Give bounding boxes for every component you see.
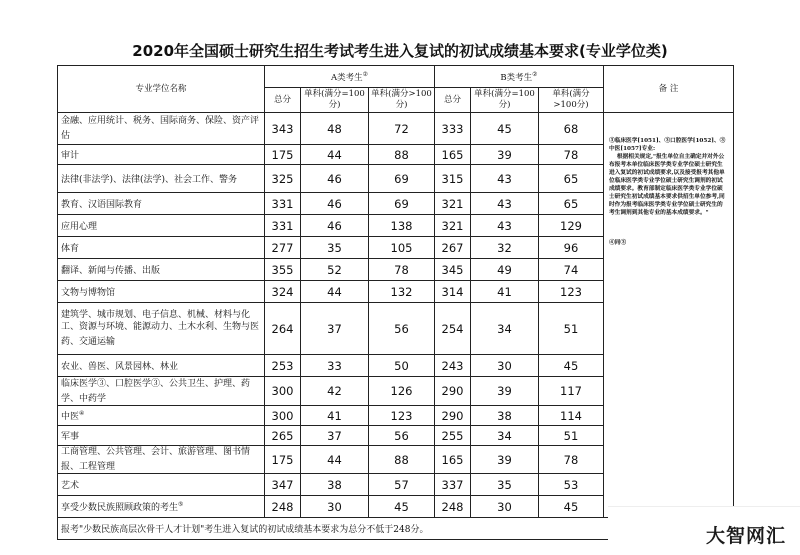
score-a-total: 325 (265, 165, 301, 193)
score-b-over: 78 (539, 446, 604, 474)
header-a-single-100: 单科(满分=100分) (301, 88, 369, 113)
score-b-total: 254 (435, 303, 471, 355)
score-b-over: 78 (539, 145, 604, 165)
score-a-total: 277 (265, 237, 301, 259)
score-b-100: 39 (471, 377, 539, 406)
score-b-100: 34 (471, 426, 539, 446)
header-group-b: B类考生② (435, 66, 604, 88)
score-b-over: 51 (539, 303, 604, 355)
score-a-100: 46 (301, 215, 369, 237)
score-a-over: 138 (369, 215, 435, 237)
score-a-over: 78 (369, 259, 435, 281)
score-b-total: 290 (435, 377, 471, 406)
score-a-total: 175 (265, 145, 301, 165)
score-b-100: 30 (471, 355, 539, 377)
score-b-total: 315 (435, 165, 471, 193)
page-title: 2020年全国硕士研究生招生考试考生进入复试的初试成绩基本要求(专业学位类) (132, 42, 668, 60)
score-a-over: 56 (369, 426, 435, 446)
score-b-over: 129 (539, 215, 604, 237)
score-a-total: 300 (265, 377, 301, 406)
score-a-100: 37 (301, 426, 369, 446)
score-a-100: 30 (301, 496, 369, 518)
footer-note: 报考"少数民族高层次骨干人才计划"考生进入复试的初试成绩基本要求为总分不低于248分。 (58, 518, 734, 540)
score-a-over: 56 (369, 303, 435, 355)
score-b-total: 165 (435, 446, 471, 474)
score-b-over: 45 (539, 496, 604, 518)
score-a-over: 69 (369, 165, 435, 193)
score-a-total: 265 (265, 426, 301, 446)
score-b-total: 321 (435, 193, 471, 215)
score-a-total: 248 (265, 496, 301, 518)
score-b-100: 43 (471, 215, 539, 237)
watermark-box (608, 506, 800, 555)
score-b-over: 51 (539, 426, 604, 446)
score-b-total: 255 (435, 426, 471, 446)
score-a-100: 37 (301, 303, 369, 355)
table-row (58, 113, 734, 145)
header-b-single-100: 单科(满分=100分) (471, 88, 539, 113)
score-a-100: 33 (301, 355, 369, 377)
score-b-100: 43 (471, 193, 539, 215)
score-b-total: 314 (435, 281, 471, 303)
score-a-over: 126 (369, 377, 435, 406)
score-a-over: 123 (369, 406, 435, 426)
major-name: 应用心理 (58, 215, 265, 237)
score-b-100: 30 (471, 496, 539, 518)
score-a-100: 35 (301, 237, 369, 259)
major-name: 翻译、新闻与传播、出版 (58, 259, 265, 281)
score-b-over: 96 (539, 237, 604, 259)
score-b-100: 38 (471, 406, 539, 426)
score-b-over: 68 (539, 113, 604, 145)
score-a-100: 52 (301, 259, 369, 281)
header-major-name: 专业学位名称 (58, 66, 265, 113)
remarks-cell (604, 113, 734, 518)
score-b-100: 43 (471, 165, 539, 193)
score-a-over: 57 (369, 474, 435, 496)
score-b-total: 345 (435, 259, 471, 281)
score-b-100: 49 (471, 259, 539, 281)
score-a-total: 347 (265, 474, 301, 496)
major-name: 工商管理、公共管理、会计、旅游管理、图书情报、工程管理 (58, 446, 265, 474)
score-b-total: 243 (435, 355, 471, 377)
score-b-over: 65 (539, 165, 604, 193)
score-a-over: 105 (369, 237, 435, 259)
major-name: 享受少数民族照顾政策的考生⑤ (58, 496, 265, 518)
score-a-over: 132 (369, 281, 435, 303)
score-b-over: 65 (539, 193, 604, 215)
major-name: 法律(非法学)、法律(法学)、社会工作、警务 (58, 165, 265, 193)
score-a-total: 324 (265, 281, 301, 303)
score-a-total: 343 (265, 113, 301, 145)
score-a-over: 72 (369, 113, 435, 145)
score-b-total: 337 (435, 474, 471, 496)
score-table (57, 65, 734, 540)
score-a-total: 331 (265, 215, 301, 237)
score-b-100: 39 (471, 145, 539, 165)
score-a-100: 41 (301, 406, 369, 426)
score-a-total: 175 (265, 446, 301, 474)
major-name: 文物与博物馆 (58, 281, 265, 303)
score-b-100: 34 (471, 303, 539, 355)
score-b-total: 333 (435, 113, 471, 145)
major-name: 体育 (58, 237, 265, 259)
score-b-100: 45 (471, 113, 539, 145)
score-b-total: 248 (435, 496, 471, 518)
score-b-100: 41 (471, 281, 539, 303)
header-a-total: 总分 (265, 88, 301, 113)
major-name: 临床医学③、口腔医学③、公共卫生、护理、药学、中药学 (58, 377, 265, 406)
score-a-total: 253 (265, 355, 301, 377)
major-name: 建筑学、城市规划、电子信息、机械、材料与化工、资源与环境、能源动力、土木水利、生物与医药、交通运输 (58, 303, 265, 355)
score-a-100: 42 (301, 377, 369, 406)
score-a-over: 50 (369, 355, 435, 377)
header-b-single-over100: 单科(满分>100分) (539, 88, 604, 113)
score-a-over: 45 (369, 496, 435, 518)
score-a-total: 264 (265, 303, 301, 355)
score-a-100: 44 (301, 145, 369, 165)
remarks-paragraph: ④同③ (609, 240, 627, 246)
score-b-total: 267 (435, 237, 471, 259)
score-a-over: 69 (369, 193, 435, 215)
watermark-logo: 大智网汇 (705, 525, 786, 547)
score-b-100: 35 (471, 474, 539, 496)
score-b-total: 290 (435, 406, 471, 426)
score-a-over: 88 (369, 145, 435, 165)
major-name: 金融、应用统计、税务、国际商务、保险、资产评估 (58, 113, 265, 145)
header-remarks: 备 注 (604, 66, 734, 113)
score-b-over: 117 (539, 377, 604, 406)
major-name: 审计 (58, 145, 265, 165)
score-b-over: 53 (539, 474, 604, 496)
score-b-over: 123 (539, 281, 604, 303)
score-b-over: 114 (539, 406, 604, 426)
score-a-100: 46 (301, 165, 369, 193)
major-name: 农业、兽医、风景园林、林业 (58, 355, 265, 377)
score-b-100: 39 (471, 446, 539, 474)
major-name: 教育、汉语国际教育 (58, 193, 265, 215)
score-b-over: 74 (539, 259, 604, 281)
major-name: 艺术 (58, 474, 265, 496)
score-b-100: 32 (471, 237, 539, 259)
score-b-total: 321 (435, 215, 471, 237)
score-b-total: 165 (435, 145, 471, 165)
score-a-100: 44 (301, 281, 369, 303)
score-a-100: 44 (301, 446, 369, 474)
score-a-100: 46 (301, 193, 369, 215)
major-name: 军事 (58, 426, 265, 446)
score-a-total: 300 (265, 406, 301, 426)
score-a-total: 331 (265, 193, 301, 215)
score-a-100: 48 (301, 113, 369, 145)
score-a-total: 355 (265, 259, 301, 281)
header-b-total: 总分 (435, 88, 471, 113)
major-name: 中医④ (58, 406, 265, 426)
score-a-100: 38 (301, 474, 369, 496)
score-b-over: 45 (539, 355, 604, 377)
header-group-a: A类考生② (265, 66, 435, 88)
header-a-single-over100: 单科(满分>100分) (369, 88, 435, 113)
remarks-paragraph: ③临床医学[1051]、③口腔医学[1052]、③中医[1057]专业: 根据相关规定,"报生单位自主确定并对外公布报考本单位临床医学类专业学位硕士研究生进入复试的初试成绩要求,以及接受报考其他单位临床医学类专业学位硕士研究生调剂的初试成绩要求。教育部制定临床医学类专业学位硕士研究生初试成绩基本要求供招生单位参考,同时作为报考临床医学类专业学位硕士研究生的考生调剂到其他专业的基本成绩要求。" (609, 138, 726, 216)
score-a-over: 88 (369, 446, 435, 474)
